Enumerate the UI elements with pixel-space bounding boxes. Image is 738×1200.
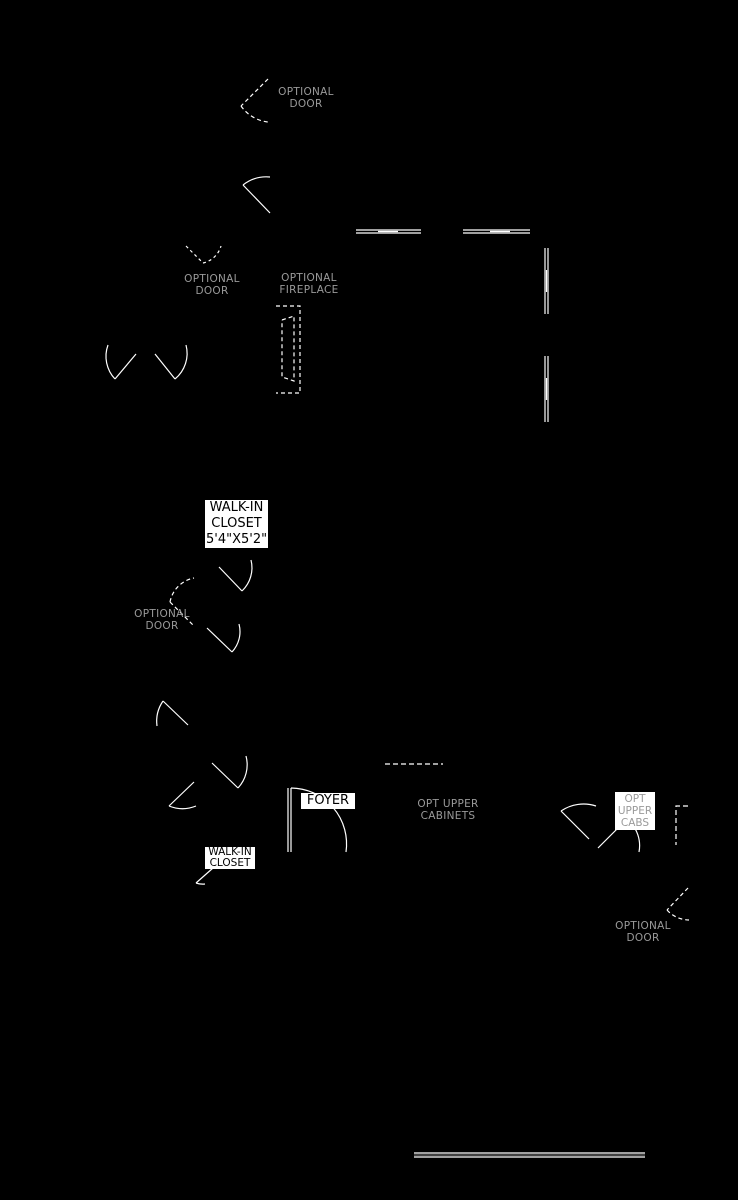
optional-fireplace-label: OPTIONAL FIREPLACE [279,272,339,296]
opt-upper-cabinets-label: OPT UPPER CABINETS [417,798,479,822]
optional-door-label-right: OPTIONAL DOOR [615,920,671,944]
bottom-sliding-door [414,1153,645,1157]
optional-door-label-mid: OPTIONAL DOOR [134,608,190,632]
optional-door-label-left: OPTIONAL DOOR [184,273,240,297]
foyer-label: FOYER [301,793,355,809]
optional-door-label-top: OPTIONAL DOOR [278,86,334,110]
walk-in-closet-label: WALK-IN CLOSET 5'4"X5'2" [206,500,268,547]
small-walk-in-closet-label: WALK-IN CLOSET [205,847,255,869]
opt-upper-cabs-label: OPT UPPER CABS [615,792,655,830]
